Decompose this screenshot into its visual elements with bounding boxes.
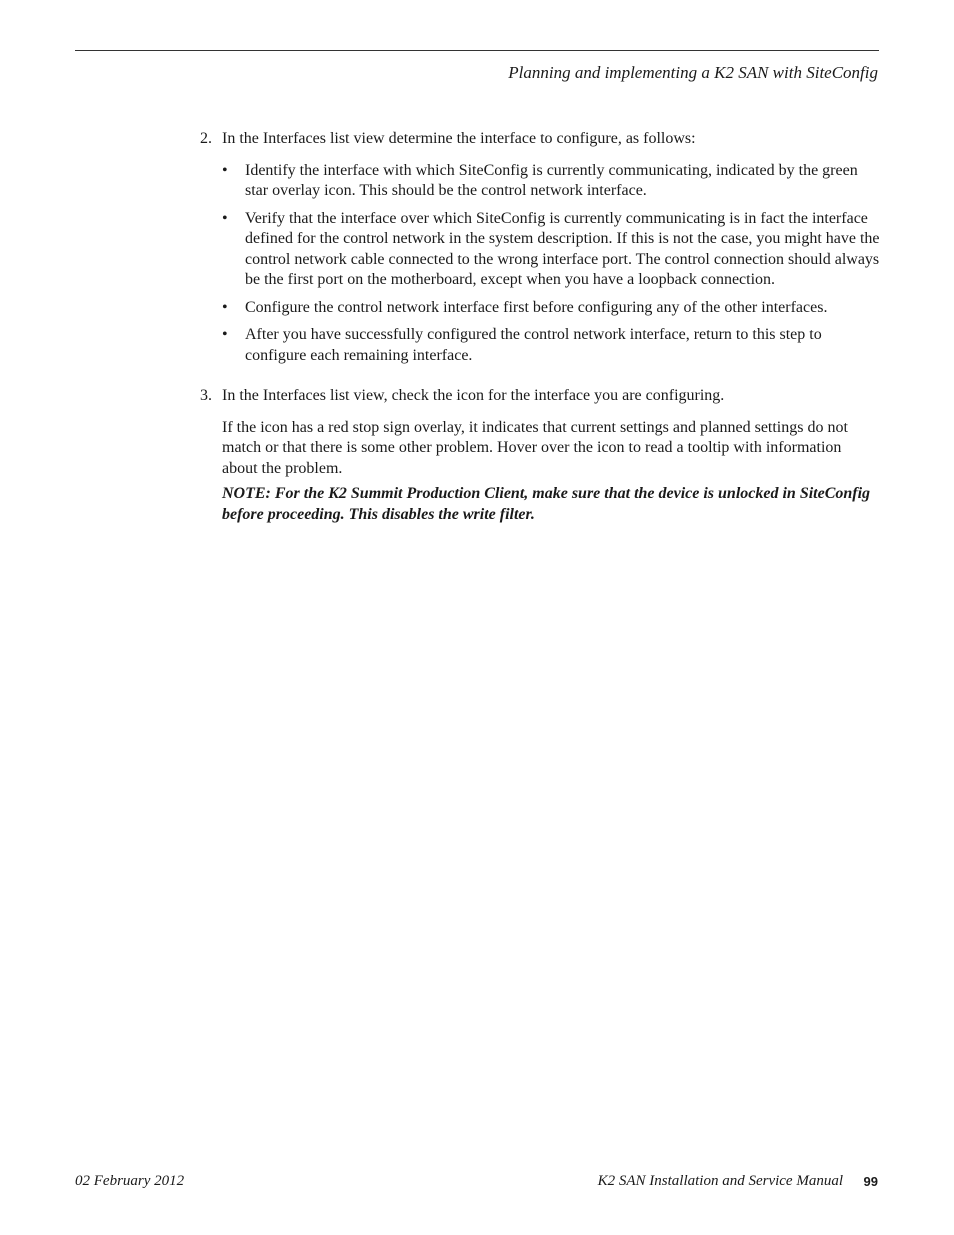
- bullet-list: [222, 161, 880, 367]
- step-number: 2.: [200, 130, 212, 147]
- bullet-icon: •: [222, 326, 228, 343]
- bullet-icon: •: [222, 298, 228, 316]
- header-rule: [75, 50, 879, 51]
- list-item: [222, 161, 880, 202]
- step-2: [200, 129, 880, 366]
- footer-date: 02 February 2012: [75, 1173, 185, 1189]
- footer-manual-title: K2 SAN Installation and Service Manual: [597, 1173, 843, 1189]
- running-header-title: Planning and implementing a K2 SAN with SiteConfig: [508, 63, 878, 82]
- page-body: [200, 129, 880, 541]
- list-item: [222, 298, 880, 319]
- list-item: [222, 325, 880, 366]
- step-text: In the Interfaces list view, check the icon for the interface you are configuring.: [222, 387, 725, 404]
- bullet-icon: •: [222, 161, 228, 179]
- step-3: [200, 386, 880, 525]
- step-number: 3.: [200, 387, 212, 404]
- bullet-icon: •: [222, 209, 228, 227]
- step-paragraph: If the icon has a red stop sign overlay, it indicates that current settings and planned settings do not match or that there is some other problem. Hover over the icon to read a tooltip with information about the problem.: [222, 418, 848, 477]
- list-item: [222, 209, 880, 291]
- list-item-text: Configure the control network interface first before configuring any of the other interfaces.: [245, 298, 828, 316]
- step-text: In the Interfaces list view determine the interface to configure, as follows:: [222, 130, 696, 147]
- note-callout: NOTE: For the K2 Summit Production Client, make sure that the device is unlocked in SiteConfig before proceeding. This disables the write filter.: [222, 485, 871, 523]
- list-item-text: After you have successfully configured the control network interface, return to this step to configure each remaining interface.: [245, 326, 822, 364]
- list-item-text: Verify that the interface over which SiteConfig is currently communicating is in fact the interface defined for the control network in the system description. If this is not the case, you might have the control network cable connected to the wrong interface port. The control connection should always be the first port on the motherboard, except when you have a loopback connection.: [245, 209, 880, 288]
- page-number: 99: [863, 1174, 878, 1189]
- list-item-text: Identify the interface with which SiteConfig is currently communicating, indicated by the green star overlay icon. This should be the control network interface.: [245, 161, 858, 199]
